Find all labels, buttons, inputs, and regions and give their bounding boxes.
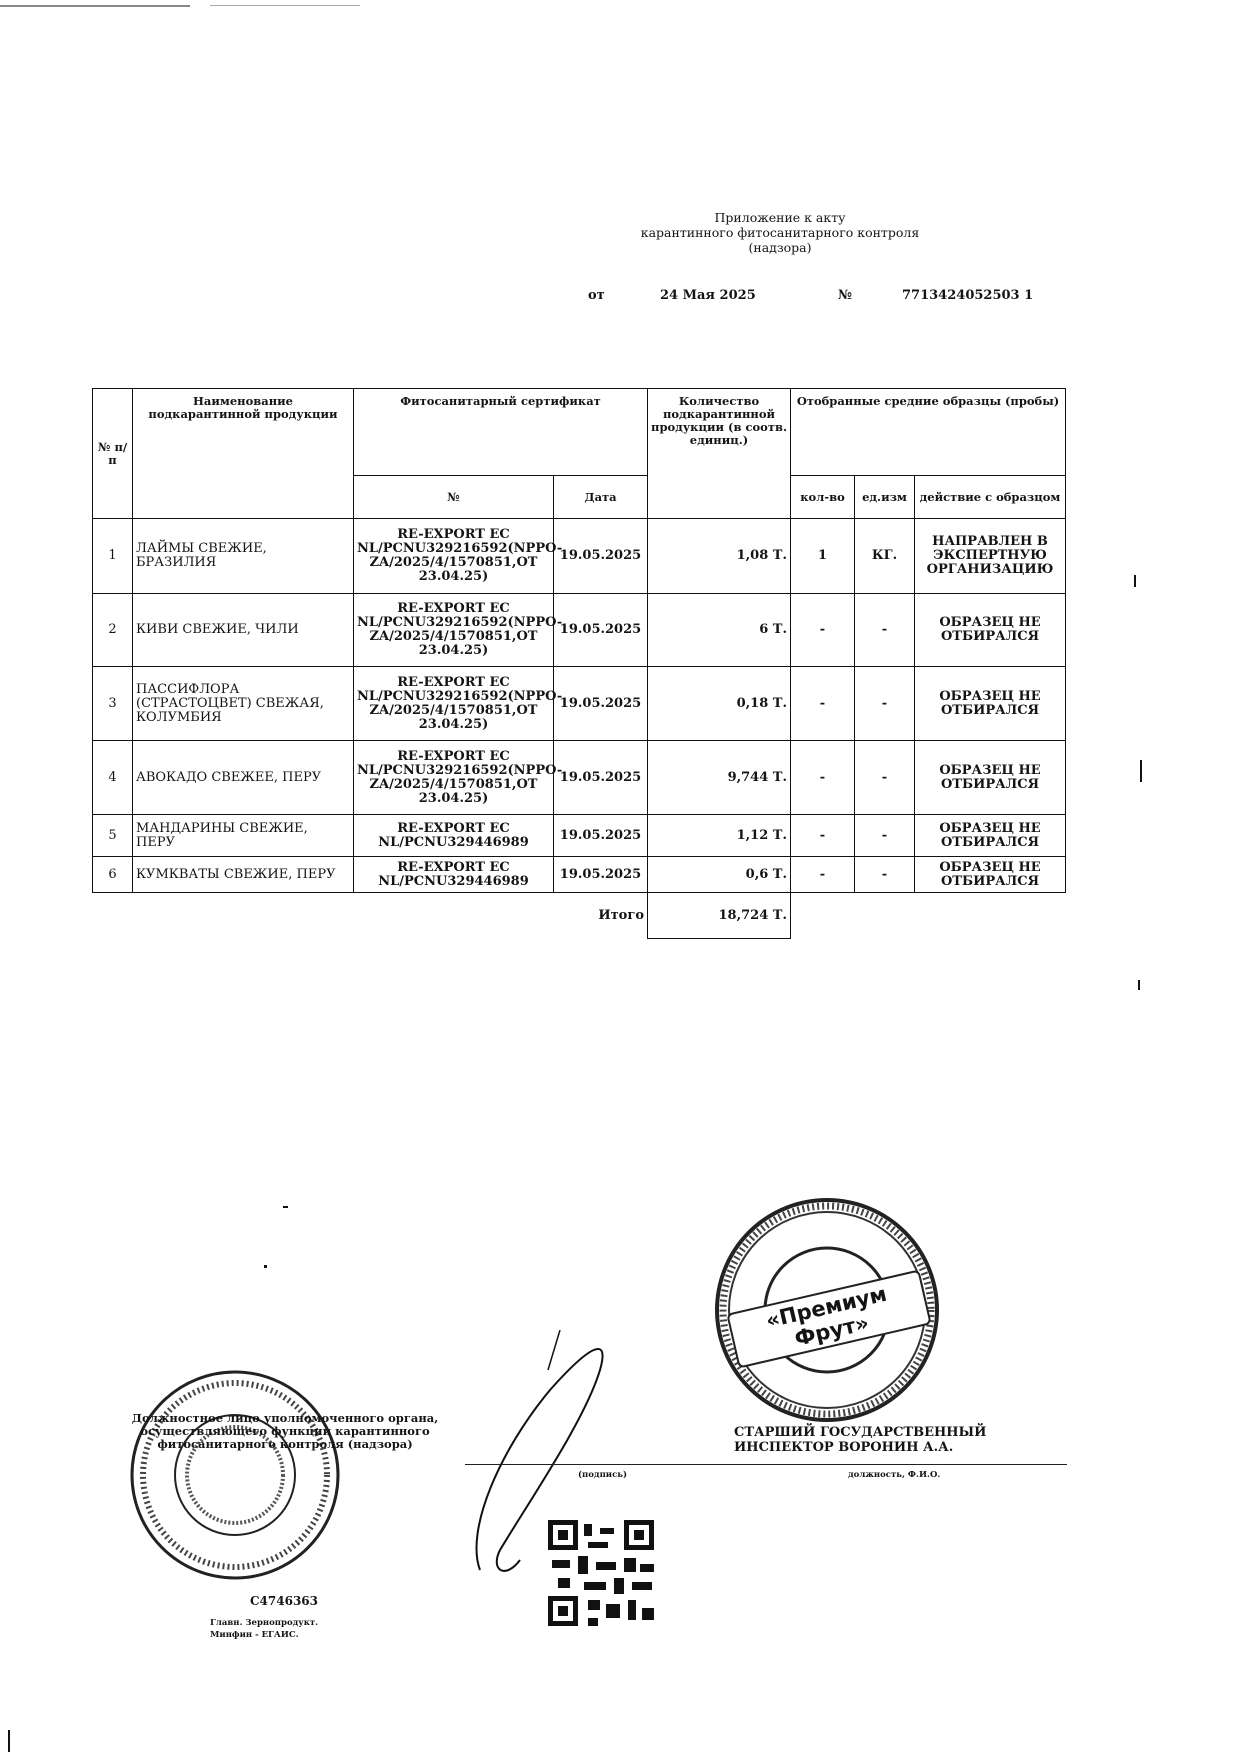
official-position-text: Должностное лицо уполномоченного органа, осуществляющего функции карантинного фитосанитарного контроля (надзора) [131, 1411, 439, 1451]
scan-artifact-left [8, 1730, 10, 1752]
row-sample-action: ОБРАЗЕЦ НЕ ОТБИРАЛСЯ [915, 741, 1066, 815]
annex-line-1: Приложение к акту [714, 210, 846, 225]
row-num: 6 [93, 857, 133, 893]
row-product: МАНДАРИНЫ СВЕЖИЕ, ПЕРУ [133, 815, 354, 857]
header-quantity: Количество подкарантинной продукции (в соотв. единиц.) [648, 389, 791, 519]
header-cert-date: Дата [554, 476, 648, 519]
row-num: 2 [93, 594, 133, 667]
row-cert-number: RE-EXPORT EC NL/PCNU329216592(NPPO-ZA/2025/4/1570851,OT 23.04.25) [354, 594, 554, 667]
row-quantity: 9,744 Т. [648, 741, 791, 815]
row-sample-qty: - [791, 594, 855, 667]
row-quantity: 0,18 Т. [648, 667, 791, 741]
signature-line [465, 1464, 1067, 1465]
qr-module [606, 1604, 620, 1618]
total-value: 18,724 Т. [648, 893, 791, 939]
table-row [93, 667, 1066, 741]
qr-module [552, 1560, 570, 1568]
annex-heading [600, 210, 960, 255]
from-label: от [588, 288, 605, 303]
row-product: ЛАЙМЫ СВЕЖИЕ, БРАЗИЛИЯ [133, 519, 354, 594]
annex-line-3: (надзора) [748, 240, 812, 255]
header-cert-number: № [354, 476, 554, 519]
row-cert-number: RE-EXPORT EC NL/PCNU329216592(NPPO-ZA/2025/4/1570851,OT 23.04.25) [354, 741, 554, 815]
row-quantity: 1,08 Т. [648, 519, 791, 594]
row-quantity: 1,12 Т. [648, 815, 791, 857]
scan-artifact-right-2 [1140, 760, 1142, 782]
row-sample-unit: - [855, 857, 915, 893]
header-samples: Отобранные средние образцы (пробы) [791, 389, 1066, 476]
row-cert-date: 19.05.2025 [554, 667, 648, 741]
row-sample-unit: - [855, 667, 915, 741]
signature-caption: (подпись) [578, 1470, 628, 1480]
scan-artifact-top-2 [210, 5, 360, 6]
table-row [93, 857, 1066, 893]
row-cert-number: RE-EXPORT EC NL/PCNU329216592(NPPO-ZA/2025/4/1570851,OT 23.04.25) [354, 667, 554, 741]
scan-artifact-right-3 [1138, 980, 1140, 990]
qr-module [588, 1542, 608, 1548]
qr-finder [558, 1530, 568, 1540]
row-cert-number: RE-EXPORT EC NL/PCNU329216592(NPPO-ZA/2025/4/1570851,OT 23.04.25) [354, 519, 554, 594]
speck-2 [264, 1265, 267, 1268]
row-sample-action: ОБРАЗЕЦ НЕ ОТБИРАЛСЯ [915, 815, 1066, 857]
row-cert-date: 19.05.2025 [554, 741, 648, 815]
speck [283, 1206, 288, 1208]
header-sample-action: действие с образцом [915, 476, 1066, 519]
row-sample-qty: - [791, 741, 855, 815]
qr-module [588, 1600, 600, 1610]
row-sample-qty: 1 [791, 519, 855, 594]
row-quantity: 6 Т. [648, 594, 791, 667]
qr-module [642, 1608, 654, 1620]
inspector-title: СТАРШИЙ ГОСУДАРСТВЕННЫЙ ИНСПЕКТОР ВОРОНИН А.А. [734, 1425, 987, 1455]
row-sample-qty: - [791, 815, 855, 857]
qr-module [614, 1578, 624, 1594]
row-cert-date: 19.05.2025 [554, 594, 648, 667]
row-sample-unit: - [855, 594, 915, 667]
row-num: 5 [93, 815, 133, 857]
number-label: № [838, 288, 853, 303]
qr-module [596, 1562, 616, 1570]
qr-finder [558, 1606, 568, 1616]
table-row [93, 594, 1066, 667]
qr-module [628, 1600, 636, 1620]
qr-module [584, 1582, 606, 1590]
row-product: АВОКАДО СВЕЖЕЕ, ПЕРУ [133, 741, 354, 815]
table-row [93, 741, 1066, 815]
total-row [93, 893, 1066, 939]
row-sample-unit: - [855, 815, 915, 857]
scan-artifact-right [1134, 575, 1136, 587]
qr-module [558, 1578, 570, 1588]
header-product-name: Наименование подкарантинной продукции [133, 389, 354, 519]
row-sample-qty: - [791, 857, 855, 893]
row-cert-number: RE-EXPORT EC NL/PCNU329446989 [354, 815, 554, 857]
row-cert-date: 19.05.2025 [554, 519, 648, 594]
scan-artifact-top [0, 5, 190, 7]
row-sample-action: ОБРАЗЕЦ НЕ ОТБИРАЛСЯ [915, 667, 1066, 741]
official-note-1: Главн. Зернопродукт. [210, 1618, 319, 1628]
official-stamp [128, 1368, 343, 1583]
act-number: 7713424052503 1 [902, 288, 1034, 303]
qr-module [584, 1524, 592, 1536]
annex-line-2: карантинного фитосанитарного контроля [640, 225, 920, 240]
official-note-2: Минфин - ЕГАИС. [210, 1630, 299, 1640]
row-sample-qty: - [791, 667, 855, 741]
qr-module [578, 1556, 588, 1574]
act-date: 24 Мая 2025 [660, 288, 756, 303]
qr-module [632, 1582, 652, 1590]
qr-finder [634, 1530, 644, 1540]
company-stamp-name: «Премиум Фрут» [726, 1269, 932, 1368]
header-num: № п/п [93, 389, 133, 519]
row-sample-unit: КГ. [855, 519, 915, 594]
row-quantity: 0,6 Т. [648, 857, 791, 893]
qr-module [588, 1618, 598, 1626]
header-certificate: Фитосанитарный сертификат [354, 389, 648, 476]
row-sample-action: НАПРАВЛЕН В ЭКСПЕРТНУЮ ОРГАНИЗАЦИЮ [915, 519, 1066, 594]
header-sample-qty: кол-во [791, 476, 855, 519]
row-sample-unit: - [855, 741, 915, 815]
row-num: 1 [93, 519, 133, 594]
row-sample-action: ОБРАЗЕЦ НЕ ОТБИРАЛСЯ [915, 857, 1066, 893]
row-sample-action: ОБРАЗЕЦ НЕ ОТБИРАЛСЯ [915, 594, 1066, 667]
row-num: 3 [93, 667, 133, 741]
header-sample-unit: ед.изм [855, 476, 915, 519]
row-product: КУМКВАТЫ СВЕЖИЕ, ПЕРУ [133, 857, 354, 893]
official-stamp-graphic [128, 1368, 343, 1583]
row-cert-date: 19.05.2025 [554, 815, 648, 857]
official-code: C4746363 [250, 1594, 318, 1608]
total-label: Итого [598, 907, 644, 923]
qr-module [640, 1564, 654, 1572]
quarantine-products-table [92, 388, 1066, 939]
qr-code [548, 1520, 656, 1628]
row-cert-date: 19.05.2025 [554, 857, 648, 893]
row-cert-number: RE-EXPORT EC NL/PCNU329446989 [354, 857, 554, 893]
table-row [93, 815, 1066, 857]
row-product: КИВИ СВЕЖИЕ, ЧИЛИ [133, 594, 354, 667]
qr-module [624, 1558, 636, 1572]
row-product: ПАССИФЛОРА (СТРАСТОЦВЕТ) СВЕЖАЯ, КОЛУМБИЯ [133, 667, 354, 741]
table-row [93, 519, 1066, 594]
row-num: 4 [93, 741, 133, 815]
company-stamp [712, 1195, 942, 1425]
qr-module [600, 1528, 614, 1534]
role-caption: должность, Ф.И.О. [848, 1470, 941, 1480]
